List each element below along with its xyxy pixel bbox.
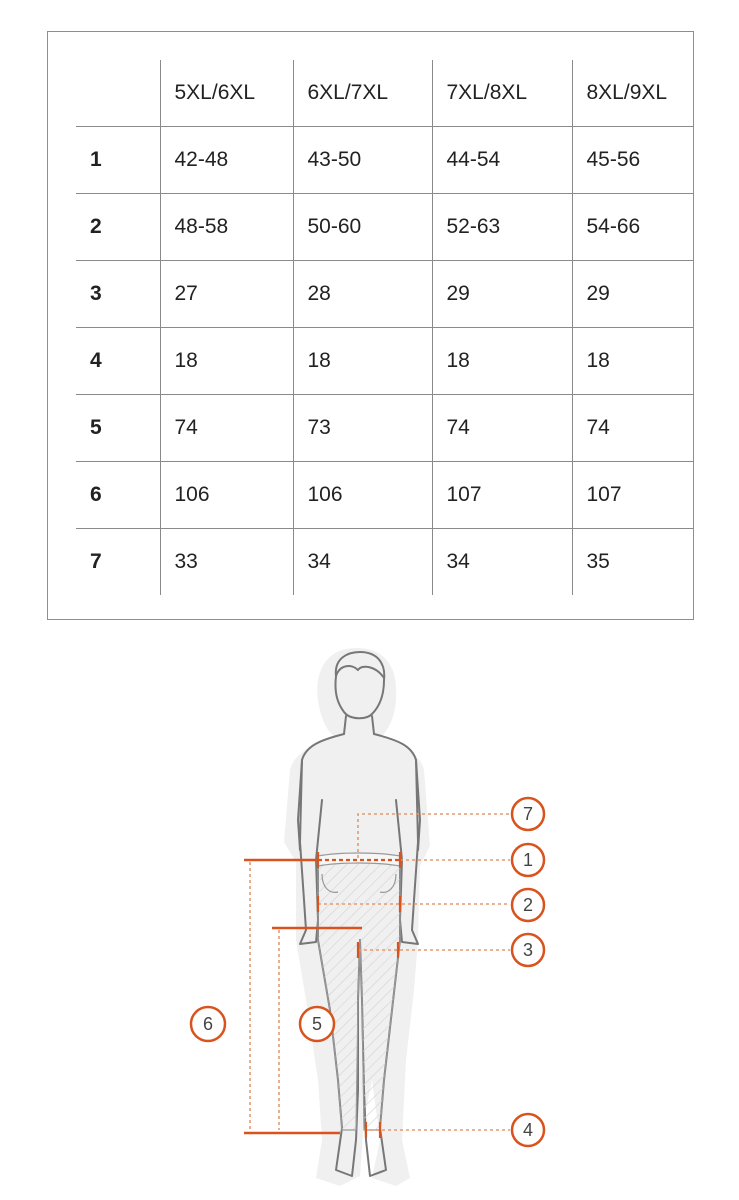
table-row bbox=[76, 462, 693, 529]
table-cell: 43-50 bbox=[293, 127, 432, 194]
table-cell: 34 bbox=[293, 529, 432, 596]
table-cell: 18 bbox=[160, 328, 293, 395]
column-header: 7XL/8XL bbox=[432, 60, 572, 127]
table-cell: 42-48 bbox=[160, 127, 293, 194]
table-row bbox=[76, 261, 693, 328]
size-table bbox=[76, 60, 693, 595]
table-cell: 106 bbox=[293, 462, 432, 529]
table-row bbox=[76, 194, 693, 261]
row-label: 5 bbox=[76, 395, 160, 462]
badge-6 bbox=[191, 1007, 225, 1041]
column-header: 5XL/6XL bbox=[160, 60, 293, 127]
table-cell: 44-54 bbox=[432, 127, 572, 194]
size-table-frame bbox=[47, 31, 694, 620]
table-cell: 106 bbox=[160, 462, 293, 529]
table-cell: 52-63 bbox=[432, 194, 572, 261]
table-cell: 73 bbox=[293, 395, 432, 462]
svg-text:2: 2 bbox=[522, 895, 534, 915]
table-cell: 48-58 bbox=[160, 194, 293, 261]
table-row bbox=[76, 395, 693, 462]
table-cell: 18 bbox=[572, 328, 693, 395]
svg-text:7: 7 bbox=[522, 804, 534, 824]
svg-text:3: 3 bbox=[522, 940, 534, 960]
table-row bbox=[76, 127, 693, 194]
svg-text:6: 6 bbox=[202, 1014, 214, 1034]
badge-7 bbox=[512, 798, 544, 830]
header-row bbox=[76, 60, 693, 127]
table-cell: 107 bbox=[432, 462, 572, 529]
table-cell: 35 bbox=[572, 529, 693, 596]
badge-5 bbox=[300, 1007, 334, 1041]
badge-3 bbox=[512, 934, 544, 966]
row-label: 1 bbox=[76, 127, 160, 194]
table-cell: 27 bbox=[160, 261, 293, 328]
table-cell: 34 bbox=[432, 529, 572, 596]
badge-1 bbox=[512, 844, 544, 876]
measurement-diagram bbox=[0, 630, 739, 1200]
table-cell: 29 bbox=[432, 261, 572, 328]
table-cell: 18 bbox=[293, 328, 432, 395]
column-header: 6XL/7XL bbox=[293, 60, 432, 127]
row-label: 6 bbox=[76, 462, 160, 529]
svg-text:1: 1 bbox=[522, 850, 534, 870]
row-label: 3 bbox=[76, 261, 160, 328]
badge-4 bbox=[512, 1114, 544, 1146]
column-header: 8XL/9XL bbox=[572, 60, 693, 127]
row-label: 7 bbox=[90, 550, 102, 573]
table-cell: 74 bbox=[572, 395, 693, 462]
table-cell: 50-60 bbox=[293, 194, 432, 261]
row-label: 2 bbox=[76, 194, 160, 261]
table-cell: 54-66 bbox=[572, 194, 693, 261]
table-cell: 28 bbox=[293, 261, 432, 328]
table-cell: 45-56 bbox=[572, 127, 693, 194]
table-cell: 33 bbox=[160, 529, 293, 596]
badge-2 bbox=[512, 889, 544, 921]
svg-text:4: 4 bbox=[522, 1120, 534, 1140]
svg-text:5: 5 bbox=[311, 1014, 323, 1034]
table-cell: 29 bbox=[572, 261, 693, 328]
table-cell: 18 bbox=[432, 328, 572, 395]
table-cell: 74 bbox=[432, 395, 572, 462]
row-label: 4 bbox=[76, 328, 160, 395]
table-cell: 107 bbox=[572, 462, 693, 529]
corner-cell bbox=[76, 60, 160, 127]
table-cell: 74 bbox=[160, 395, 293, 462]
table-row bbox=[76, 328, 693, 395]
table-row bbox=[76, 529, 693, 596]
